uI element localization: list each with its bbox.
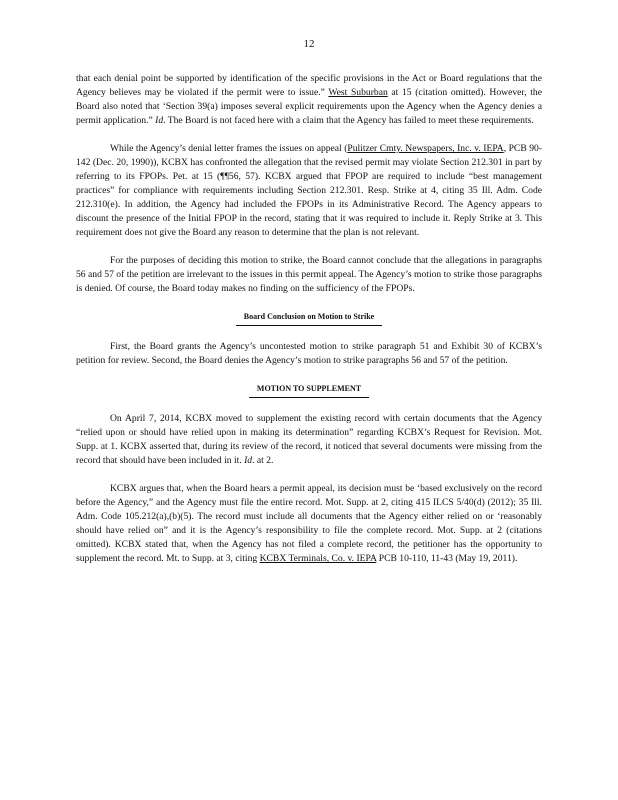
paragraph-4 <box>76 340 542 368</box>
paragraph-1-text-a: that each denial point be supported by identification of the specific provisions in the Act or Board regulations that the Agency believes may be violated if the permit were to issue.” <box>76 73 542 98</box>
paragraph-2 <box>76 142 542 240</box>
paragraph-6-text-b: PCB 10-110, 11-43 (May 19, 2011). <box>376 553 518 564</box>
paragraph-5-text-a: On April 7, 2014, KCBX moved to supplement the existing record with certain documents that the Agency “relied upon or should have relied upon in making its determination” regarding KCBX’s Request for Revision. Mot. Supp. at 1. KCBX asserted that, during its review of the record, it noticed that several documents were missing from the record that should have been included in it. <box>76 413 542 466</box>
id-citation: Id <box>155 115 164 126</box>
paragraph-3 <box>76 254 542 296</box>
paragraph-6 <box>76 482 542 566</box>
paragraph-1-text-c: . The Board is not faced here with a claim that the Agency has failed to meet these requirements. <box>163 115 534 126</box>
section-heading-board-conclusion <box>76 310 542 326</box>
paragraph-1-text-b: at 15 (citation omitted). However, the Board also noted that ‘Section 39(a) imposes several explicit requirements upon the Agency when the Agency denies a permit application.” <box>76 87 542 126</box>
paragraph-3-text: For the purposes of deciding this motion to strike, the Board cannot conclude that the allegations in paragraphs 56 and 57 of the petition are irrelevant to the issues in this permit appeal. The Agency’s motion to strike those paragraphs is denied. Of course, the Board today makes no finding on the sufficiency of the FPOPs. <box>76 255 542 294</box>
case-citation-west-suburban: West Suburban <box>328 87 388 98</box>
paragraph-6-text-a: KCBX argues that, when the Board hears a permit appeal, its decision must be ‘based exclusively on the record before the Agency,” and the Agency must file the entire record. Mot. Supp. at 2, citing 415 ILCS 5/40(d) (2012); 35 Ill. Adm. Code 105.212(a),(b)(5). The record must include all documents that the Agency either relied on or ‘reasonably should have relied on” and it is the Agency’s responsibility to file the complete record. Mot. Supp. at 2 (citations omitted). KCBX stated that, when the Agency has not filed a complete record, the petitioner has the opportunity to supplement the record. Mt. to Supp. at 3, citing <box>76 483 542 564</box>
paragraph-5 <box>76 412 542 468</box>
id-citation-2: Id <box>244 455 253 466</box>
paragraph-5-text-b: . at 2. <box>252 455 274 466</box>
heading-2-text: MOTION TO SUPPLEMENT <box>249 382 369 398</box>
paragraph-1 <box>76 72 542 128</box>
page-number: 12 <box>303 38 315 50</box>
body-text <box>76 72 542 580</box>
case-citation-kcbx-terminals: KCBX Terminals, Co. v. IEPA <box>259 553 377 564</box>
section-heading-motion-to-supplement <box>76 382 542 398</box>
heading-1-text: Board Conclusion on Motion to Strike <box>236 310 382 326</box>
paragraph-2-text-a: While the Agency’s denial letter frames the issues on appeal ( <box>110 143 348 154</box>
paragraph-4-text: First, the Board grants the Agency’s uncontested motion to strike paragraph 51 and Exhibit 30 of KCBX’s petition for review. Second, the Board denies the Agency’s motion to strike paragraphs 56 and 57 of the petition. <box>76 341 542 366</box>
paragraph-2-text-b: , PCB 90-142 (Dec. 20, 1990)), KCBX has confronted the allegation that the revised permit may violate Section 212.301 in part by referring to its FPOPs. Pet. at 15 (¶¶56, 57). KCBX argued that FPOP are required to include “best management practices” for compliance with requirements including Section 212.301. Resp. Strike at 4, citing 35 Ill. Adm. Code 212.310(e). In addition, the Agency had included the FPOPs in its Administrative Record. The Agency appears to discount the presence of the Initial FPOP in the record, stating that it was required to include it. Reply Strike at 3. This requirement does not give the Board any reason to determine that the plan is not relevant. <box>76 143 542 238</box>
case-citation-pulitzer: Pulitzer Cmty. Newspapers, Inc. v. IEPA <box>347 143 504 154</box>
